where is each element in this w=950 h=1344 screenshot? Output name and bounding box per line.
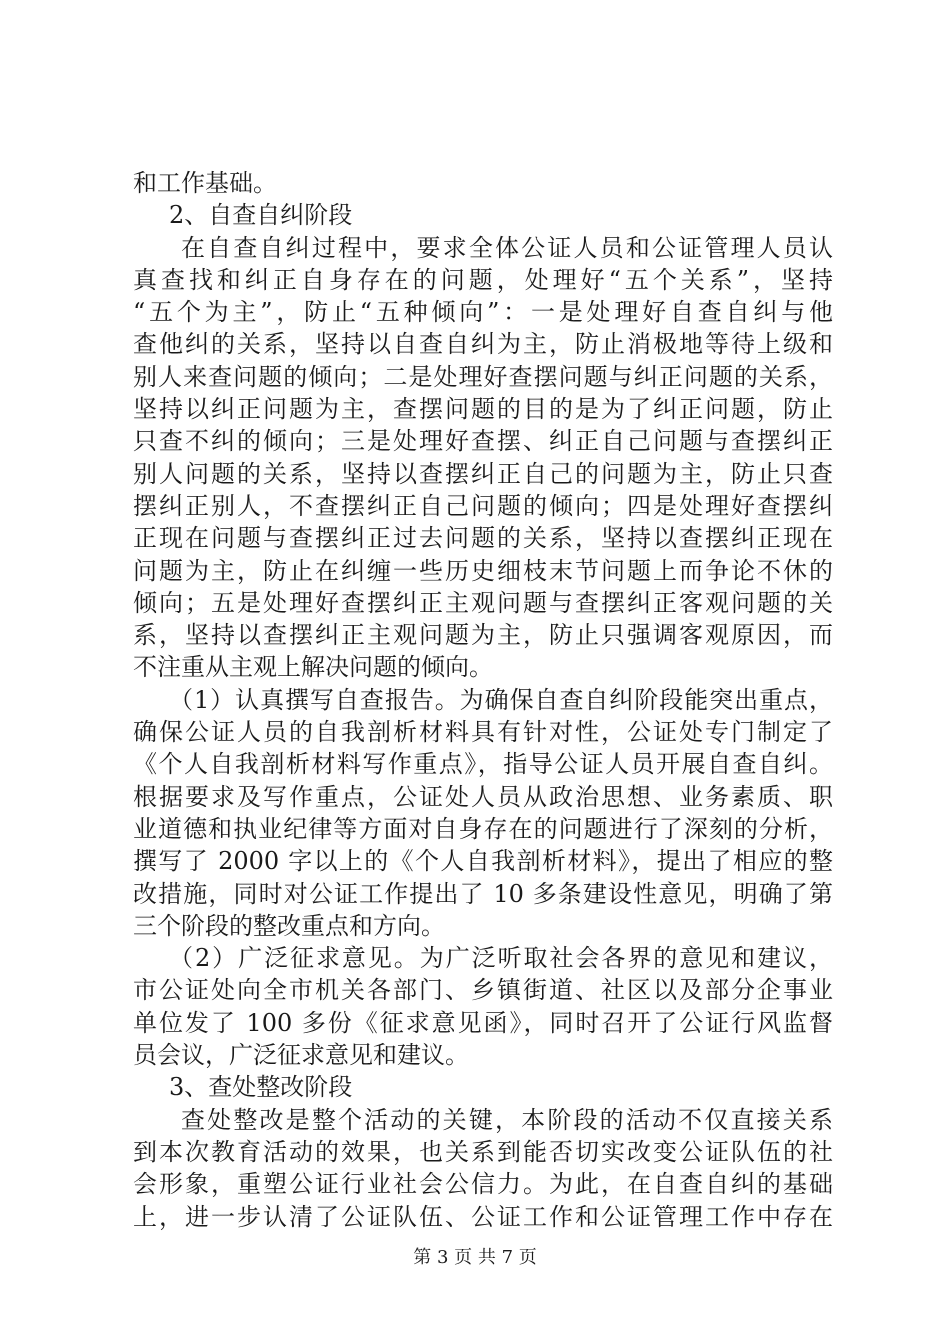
- text-line: 根据要求及写作重点，公证处人员从政治思想、业务素质、职: [133, 782, 833, 811]
- body-text: [133, 167, 833, 1233]
- text-line: 3、查处整改阶段: [169, 1073, 353, 1102]
- text-line: 真查找和纠正自身存在的问题，处理好“五个关系”，坚持: [133, 265, 833, 294]
- text-line: 倾向；五是处理好查摆纠正主观问题与查摆纠正客观问题的关: [133, 588, 833, 617]
- text-line: 撰写了 2000 字以上的《个人自我剖析材料》，提出了相应的整: [133, 847, 833, 876]
- page-footer: 第 3 页 共 7 页: [413, 1247, 537, 1268]
- text-line: 查他纠的关系，坚持以自查自纠为主，防止消极地等待上级和: [133, 330, 833, 359]
- text-line: 会形象，重塑公证行业社会公信力。为此，在自查自纠的基础: [133, 1170, 833, 1199]
- text-line: 在自查自纠过程中，要求全体公证人员和公证管理人员认: [181, 233, 833, 262]
- text-line: 到本次教育活动的效果，也关系到能否切实改变公证队伍的社: [133, 1137, 833, 1166]
- text-line: 《个人自我剖析材料写作重点》，指导公证人员开展自查自纠。: [133, 750, 833, 779]
- text-line: 业道德和执业纪律等方面对自身存在的问题进行了深刻的分析，: [133, 814, 833, 843]
- text-line: 三个阶段的整改重点和方向。: [133, 911, 445, 940]
- text-line: 员会议，广泛征求意见和建议。: [133, 1041, 469, 1070]
- text-line: （1）认真撰写自查报告。为确保自查自纠阶段能突出重点，: [169, 685, 833, 714]
- text-line: 坚持以纠正问题为主，查摆问题的目的是为了纠正问题，防止: [133, 395, 833, 424]
- text-line: 2、自查自纠阶段: [169, 201, 353, 230]
- text-line: 查处整改是整个活动的关键，本阶段的活动不仅直接关系: [181, 1105, 833, 1134]
- text-line: 和工作基础。: [133, 169, 277, 197]
- text-line: 摆纠正别人，不查摆纠正自己问题的倾向；四是处理好查摆纠: [133, 491, 833, 520]
- text-line: 问题为主，防止在纠缠一些历史细枝末节问题上而争论不休的: [133, 556, 833, 585]
- text-line: 确保公证人员的自我剖析材料具有针对性，公证处专门制定了: [133, 718, 833, 747]
- text-line: 单位发了 100 多份《征求意见函》，同时召开了公证行风监督: [133, 1008, 833, 1037]
- text-line: 改措施，同时对公证工作提出了 10 多条建设性意见，明确了第: [133, 879, 833, 908]
- text-line: 不注重从主观上解决问题的倾向。: [133, 653, 493, 682]
- text-line: 上，进一步认清了公证队伍、公证工作和公证管理工作中存在: [133, 1202, 833, 1231]
- text-line: 市公证处向全市机关各部门、乡镇街道、社区以及部分企事业: [133, 976, 833, 1005]
- text-line: 别人来查问题的倾向；二是处理好查摆问题与纠正问题的关系，: [133, 362, 833, 391]
- text-line: 系，坚持以查摆纠正主观问题为主，防止只强调客观原因，而: [133, 621, 833, 650]
- text-line: 正现在问题与查摆纠正过去问题的关系，坚持以查摆纠正现在: [133, 524, 833, 553]
- text-line: 别人问题的关系，坚持以查摆纠正自己的问题为主，防止只查: [133, 459, 833, 488]
- text-line: （2）广泛征求意见。为广泛听取社会各界的意见和建议，: [169, 944, 833, 973]
- text-line: “五个为主”，防止“五种倾向”：一是处理好自查自纠与他: [133, 298, 833, 327]
- text-line: 只查不纠的倾向；三是处理好查摆、纠正自己问题与查摆纠正: [133, 427, 833, 456]
